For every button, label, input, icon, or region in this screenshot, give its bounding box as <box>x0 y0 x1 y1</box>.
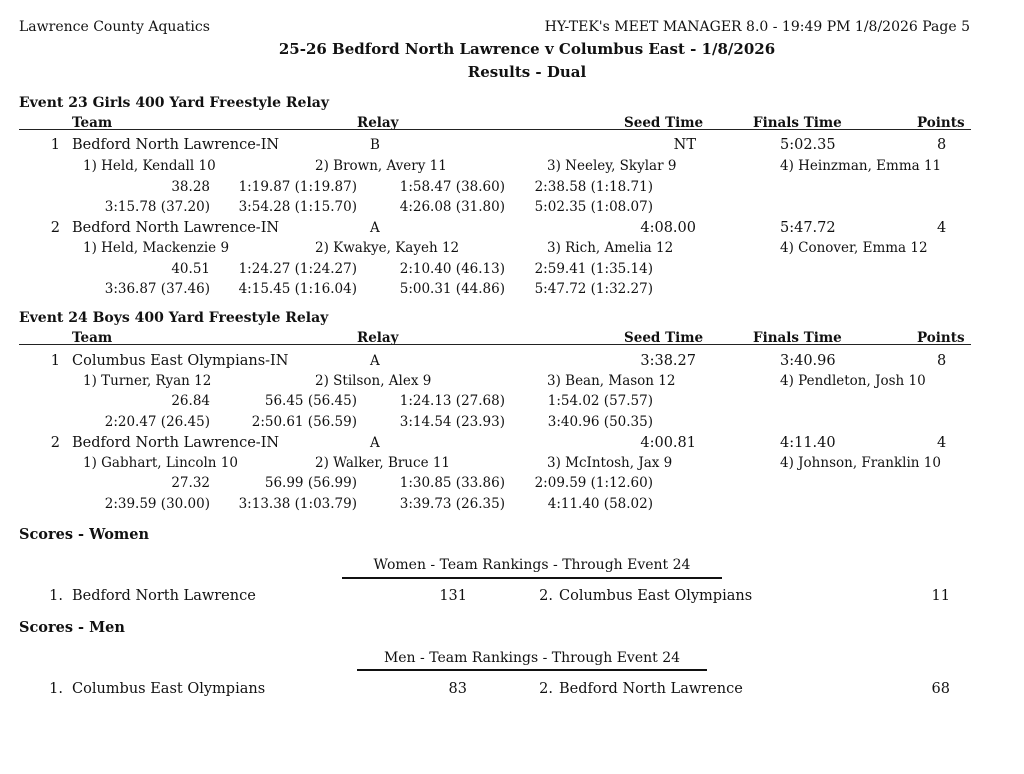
event-title: Event 23 Girls 400 Yard Freestyle Relay <box>19 95 329 111</box>
split: 4:11.40 (58.02) <box>547 496 653 512</box>
split: 2:20.47 (26.45) <box>104 414 210 430</box>
swimmer: 3) Rich, Amelia 12 <box>547 240 674 256</box>
split: 1:24.27 (1:24.27) <box>238 261 357 277</box>
swimmer: 1) Held, Kendall 10 <box>83 158 216 174</box>
rankings-rule <box>357 669 707 671</box>
relay-letter: A <box>370 435 380 451</box>
col-finals-header: Finals Time <box>753 330 842 346</box>
col-relay-header: Relay <box>357 115 399 131</box>
team-name: Bedford North Lawrence-IN <box>72 220 280 236</box>
swimmer: 4) Heinzman, Emma 11 <box>780 158 942 174</box>
software-info: HY-TEK's MEET MANAGER 8.0 - 19:49 PM 1/8/2026 Page 5 <box>544 19 970 35</box>
team-name: Bedford North Lawrence-IN <box>72 435 280 451</box>
split: 1:58.47 (38.60) <box>399 179 505 195</box>
relay-letter: A <box>370 353 380 369</box>
split: 1:24.13 (27.68) <box>399 393 505 409</box>
col-seed-header: Seed Time <box>624 330 704 346</box>
split: 1:19.87 (1:19.87) <box>238 179 357 195</box>
team-score-name: Columbus East Olympians <box>72 681 266 697</box>
team-score: 83 <box>448 681 467 697</box>
place: 1 <box>50 353 60 369</box>
split: 4:15.45 (1:16.04) <box>238 281 357 297</box>
scores-women-heading: Scores - Women <box>19 526 149 543</box>
seed-time: NT <box>673 137 696 153</box>
team-rankings-title: Men - Team Rankings - Through Event 24 <box>383 650 681 666</box>
team-score: 11 <box>931 588 950 604</box>
meet-title: 25-26 Bedford North Lawrence v Columbus East - 1/8/2026 <box>278 40 776 58</box>
split: 1:54.02 (57.57) <box>547 393 653 409</box>
split: 2:39.59 (30.00) <box>104 496 210 512</box>
split: 5:02.35 (1:08.07) <box>534 199 653 215</box>
split: 3:54.28 (1:15.70) <box>238 199 357 215</box>
swimmer: 3) McIntosh, Jax 9 <box>547 455 673 471</box>
finals-time: 3:40.96 <box>780 353 836 369</box>
rankings-rule <box>342 577 722 579</box>
relay-letter: A <box>370 220 380 236</box>
swimmer: 3) Neeley, Skylar 9 <box>547 158 677 174</box>
split: 3:39.73 (26.35) <box>399 496 505 512</box>
team-rank: 1. <box>49 588 63 604</box>
team-rankings-title: Women - Team Rankings - Through Event 24 <box>373 557 691 573</box>
team-score: 68 <box>931 681 950 697</box>
team-rank: 2. <box>539 588 553 604</box>
split: 1:30.85 (33.86) <box>399 475 505 491</box>
split: 2:38.58 (1:18.71) <box>534 179 653 195</box>
points: 8 <box>937 137 947 153</box>
split: 56.99 (56.99) <box>264 475 357 491</box>
team-rank: 2. <box>539 681 553 697</box>
swimmer: 2) Kwakye, Kayeh 12 <box>315 240 460 256</box>
team-score-name: Bedford North Lawrence <box>559 681 743 697</box>
relay-letter: B <box>370 137 380 153</box>
col-team-header: Team <box>72 330 113 346</box>
header-rule <box>19 129 971 130</box>
split: 56.45 (56.45) <box>264 393 357 409</box>
split: 5:47.72 (1:32.27) <box>534 281 653 297</box>
split: 40.51 <box>171 261 210 277</box>
col-points-header: Points <box>917 115 965 131</box>
split: 2:50.61 (56.59) <box>251 414 357 430</box>
team-score-name: Bedford North Lawrence <box>72 588 256 604</box>
place: 2 <box>50 220 60 236</box>
swimmer: 1) Turner, Ryan 12 <box>83 373 212 389</box>
swimmer: 1) Held, Mackenzie 9 <box>83 240 230 256</box>
finals-time: 5:02.35 <box>780 137 836 153</box>
header-rule <box>19 344 971 345</box>
swimmer: 3) Bean, Mason 12 <box>547 373 676 389</box>
event-title: Event 24 Boys 400 Yard Freestyle Relay <box>19 310 329 326</box>
seed-time: 4:00.81 <box>640 435 696 451</box>
col-team-header: Team <box>72 115 113 131</box>
seed-time: 3:38.27 <box>640 353 696 369</box>
finals-time: 5:47.72 <box>780 220 836 236</box>
points: 8 <box>937 353 947 369</box>
swimmer: 2) Walker, Bruce 11 <box>315 455 451 471</box>
col-seed-header: Seed Time <box>624 115 704 131</box>
swimmer: 4) Conover, Emma 12 <box>780 240 928 256</box>
swimmer: 4) Pendleton, Josh 10 <box>780 373 926 389</box>
results-subtitle: Results - Dual <box>467 63 587 81</box>
points: 4 <box>937 435 947 451</box>
swimmer: 2) Brown, Avery 11 <box>315 158 447 174</box>
split: 3:14.54 (23.93) <box>399 414 505 430</box>
split: 2:09.59 (1:12.60) <box>534 475 653 491</box>
swimmer: 4) Johnson, Franklin 10 <box>780 455 941 471</box>
team-score: 131 <box>439 588 467 604</box>
split: 5:00.31 (44.86) <box>399 281 505 297</box>
points: 4 <box>937 220 947 236</box>
split: 3:40.96 (50.35) <box>547 414 653 430</box>
org-name: Lawrence County Aquatics <box>19 19 210 35</box>
split: 38.28 <box>171 179 210 195</box>
place: 1 <box>50 137 60 153</box>
col-points-header: Points <box>917 330 965 346</box>
split: 26.84 <box>171 393 210 409</box>
col-finals-header: Finals Time <box>753 115 842 131</box>
scores-men-heading: Scores - Men <box>19 619 125 636</box>
team-name: Bedford North Lawrence-IN <box>72 137 280 153</box>
swimmer: 2) Stilson, Alex 9 <box>315 373 432 389</box>
col-relay-header: Relay <box>357 330 399 346</box>
split: 3:15.78 (37.20) <box>104 199 210 215</box>
split: 2:59.41 (1:35.14) <box>534 261 653 277</box>
split: 4:26.08 (31.80) <box>399 199 505 215</box>
team-score-name: Columbus East Olympians <box>559 588 753 604</box>
split: 3:36.87 (37.46) <box>104 281 210 297</box>
split: 3:13.38 (1:03.79) <box>238 496 357 512</box>
finals-time: 4:11.40 <box>780 435 836 451</box>
swimmer: 1) Gabhart, Lincoln 10 <box>83 455 238 471</box>
split: 2:10.40 (46.13) <box>399 261 505 277</box>
seed-time: 4:08.00 <box>640 220 696 236</box>
team-name: Columbus East Olympians-IN <box>72 353 289 369</box>
place: 2 <box>50 435 60 451</box>
team-rank: 1. <box>49 681 63 697</box>
split: 27.32 <box>171 475 210 491</box>
